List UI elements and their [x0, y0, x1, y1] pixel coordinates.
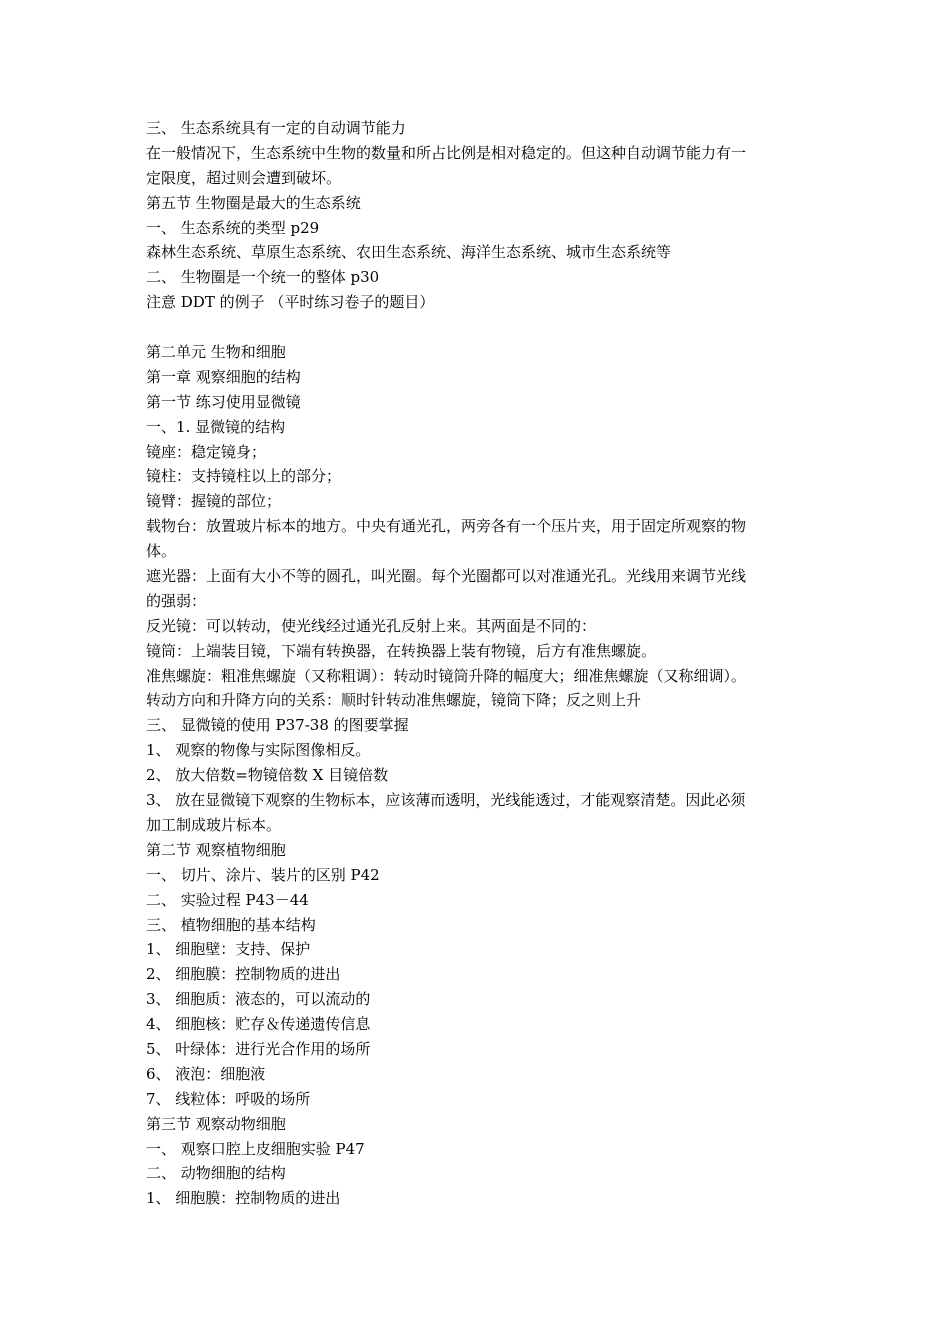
text-line: 3、 放在显微镜下观察的生物标本，应该薄而透明，光线能透过，才能观察清楚。因此必须	[146, 791, 746, 810]
unit-heading: 第二单元 生物和细胞	[146, 343, 286, 362]
text-line: 遮光器：上面有大小不等的圆孔，叫光圈。每个光圈都可以对准通光孔。光线用来调节光线	[146, 567, 747, 586]
text-line: 在一般情况下，生态系统中生物的数量和所占比例是相对稳定的。但这种自动调节能力有一	[146, 143, 747, 162]
text-line: 定限度，超过则会遭到破坏。	[146, 168, 342, 187]
text-line: 三、 生态系统具有一定的自动调节能力	[146, 119, 406, 137]
text-line: 一、 生态系统的类型 p29	[146, 218, 320, 237]
section-heading: 第一节 练习使用显微镜	[146, 392, 301, 411]
text-line: 6、 液泡：细胞液	[146, 1064, 266, 1083]
text-line: 二、 动物细胞的结构	[146, 1164, 286, 1183]
text-line: 5、 叶绿体：进行光合作用的场所	[146, 1039, 371, 1058]
text-line: 一、 观察口腔上皮细胞实验 P47	[146, 1139, 365, 1158]
text-line: 森林生态系统、草原生态系统、农田生态系统、海洋生态系统、城市生态系统等	[146, 243, 672, 262]
text-line: 一、 切片、涂片、装片的区别 P42	[146, 865, 380, 884]
text-line: 4、 细胞核：贮存＆传递遗传信息	[146, 1015, 371, 1034]
text-line: 1、 细胞壁：支持、保护	[146, 940, 311, 959]
text-line: 镜臂：握镜的部位；	[146, 492, 282, 511]
text-line: 二、 实验过程 P43－44	[146, 890, 309, 909]
text-line: 转动方向和升降方向的关系：顺时针转动准焦螺旋，镜筒下降；反之则上升	[146, 691, 642, 710]
text-line: 镜座：稳定镜身；	[146, 442, 267, 461]
text-line: 三、 植物细胞的基本结构	[146, 915, 316, 934]
text-line: 载物台：放置玻片标本的地方。中央有通光孔，两旁各有一个压片夹，用于固定所观察的物	[146, 517, 747, 536]
text-line: 3、 细胞质：液态的，可以流动的	[146, 990, 371, 1009]
text-line: 1、 细胞膜：控制物质的进出	[146, 1189, 341, 1208]
blank-line	[146, 315, 816, 340]
section-heading: 第二节 观察植物细胞	[146, 840, 286, 859]
text-line: 反光镜：可以转动，使光线经过通光孔反射上来。其两面是不同的：	[146, 616, 597, 635]
text-line: 一、1. 显微镜的结构	[146, 417, 286, 436]
text-line: 2、 细胞膜：控制物质的进出	[146, 965, 341, 984]
text-line: 三、 显微镜的使用 P37-38 的图要掌握	[146, 716, 409, 735]
text-line: 镜柱：支持镜柱以上的部分；	[146, 467, 342, 486]
text-line: 7、 线粒体：呼吸的场所	[146, 1089, 311, 1108]
chapter-heading: 第一章 观察细胞的结构	[146, 367, 301, 386]
text-line: 的强弱：	[146, 591, 207, 610]
section-heading: 第五节 生物圈是最大的生态系统	[146, 193, 361, 212]
text-line: 准焦螺旋：粗准焦螺旋（又称粗调）：转动时镜筒升降的幅度大；细准焦螺旋（又称细调）。	[146, 666, 747, 685]
text-line: 二、 生物圈是一个统一的整体 p30	[146, 268, 380, 287]
section-heading: 第三节 观察动物细胞	[146, 1114, 286, 1133]
text-line: 1、 观察的物像与实际图像相反。	[146, 741, 371, 760]
text-line: 2、 放大倍数=物镜倍数 X 目镜倍数	[146, 766, 389, 785]
text-line: 镜筒：上端装目镜，下端有转换器，在转换器上装有物镜，后方有准焦螺旋。	[146, 641, 657, 660]
text-line: 体。	[146, 542, 177, 561]
text-line: 加工制成玻片标本。	[146, 815, 282, 834]
document-page	[146, 116, 816, 1211]
text-line: 注意 DDT 的例子 （平时练习卷子的题目）	[146, 293, 435, 312]
